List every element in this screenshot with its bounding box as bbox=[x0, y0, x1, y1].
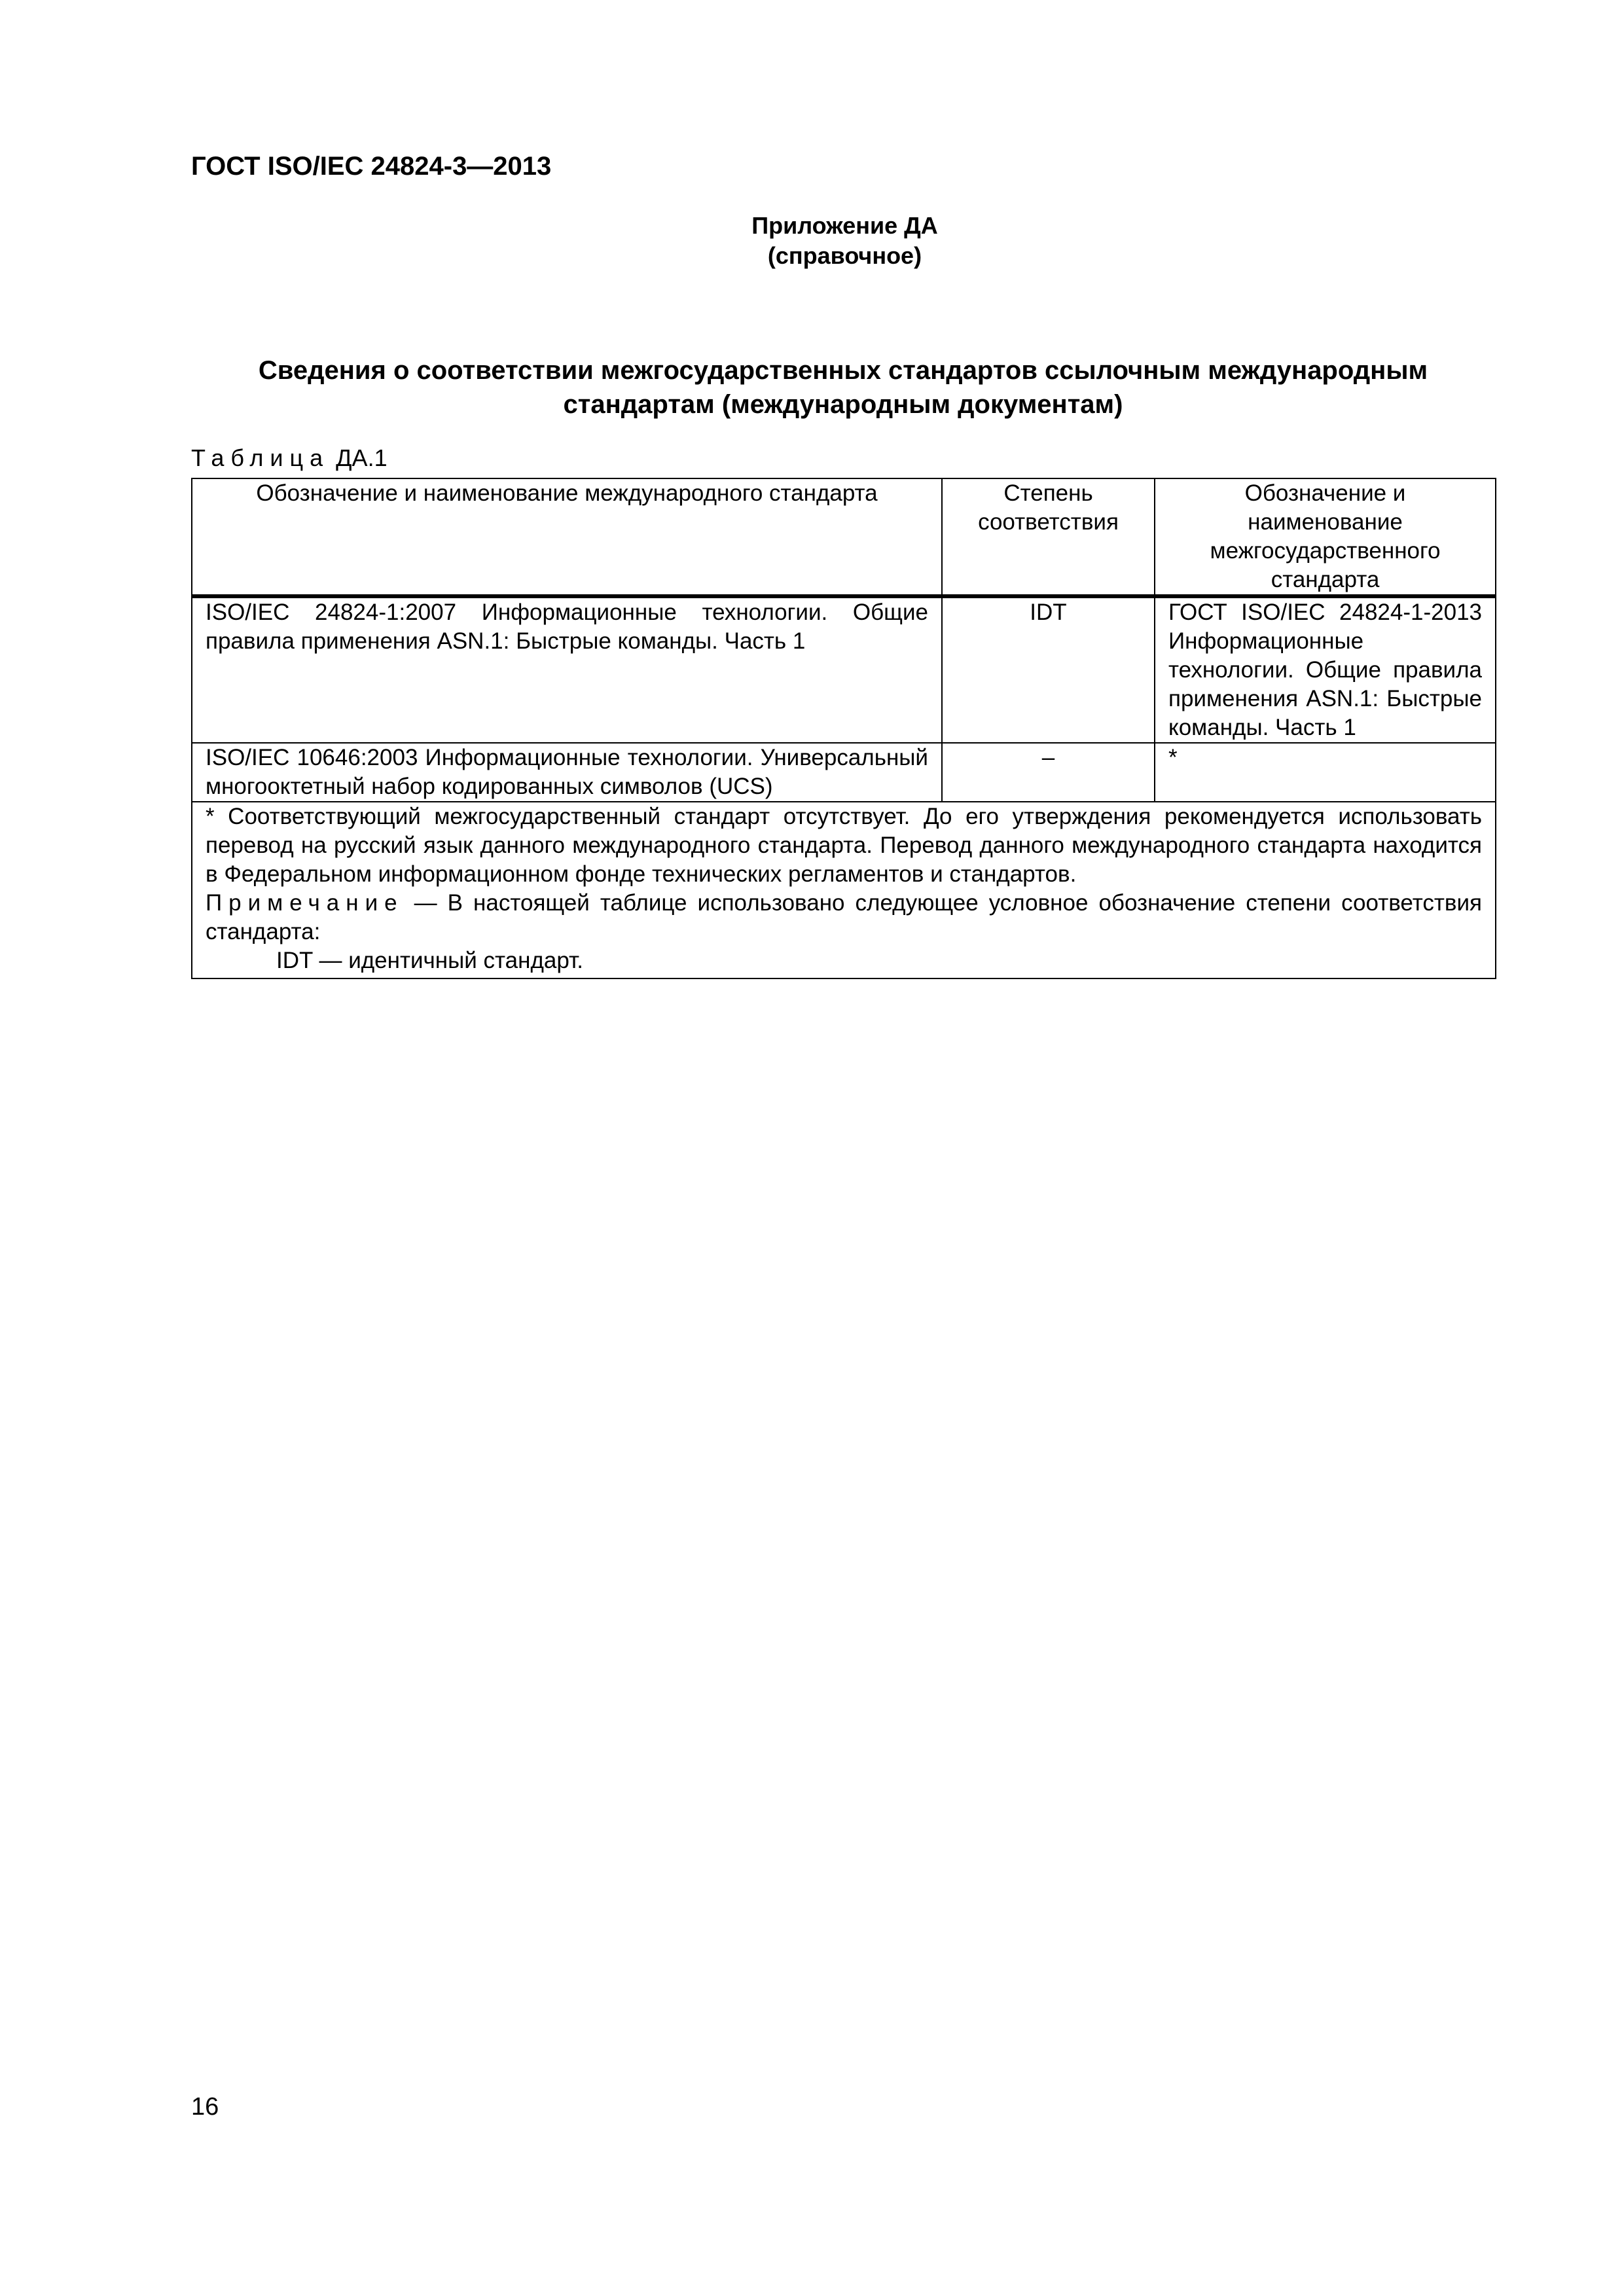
appendix-subtitle: (справочное) bbox=[767, 242, 922, 269]
cell-degree: – bbox=[942, 743, 1155, 802]
appendix-heading bbox=[0, 211, 1624, 271]
section-title: Сведения о соответствии межгосударственных стандартов ссылочным международным стандартам (международным документам) bbox=[258, 356, 1428, 419]
table-caption bbox=[191, 444, 388, 473]
table-notes-row bbox=[192, 802, 1496, 978]
standards-table bbox=[191, 478, 1496, 979]
column-header-interstate: Обозначение и наименование межгосударственного стандарта bbox=[1155, 478, 1496, 596]
cell-international: ISO/IEC 10646:2003 Информационные технологии. Универсальный многооктетный набор кодированных символов (UCS) bbox=[192, 743, 942, 802]
table-row bbox=[192, 743, 1496, 802]
column-header-international: Обозначение и наименование международного стандарта bbox=[192, 478, 942, 596]
cell-degree: IDT bbox=[942, 596, 1155, 743]
document-code: ГОСТ ISO/IEC 24824-3—2013 bbox=[191, 152, 552, 181]
note-text: — В настоящей таблице использовано следующее условное обозначение степени соответствия стандарта: bbox=[206, 890, 1482, 944]
table-caption-word: Таблица bbox=[191, 444, 330, 471]
table-header-row bbox=[192, 478, 1496, 596]
column-header-degree: Степень соответствия bbox=[942, 478, 1155, 596]
page-number: 16 bbox=[191, 2093, 219, 2121]
table-caption-number: ДА.1 bbox=[336, 444, 388, 471]
table-note bbox=[206, 889, 1482, 946]
table-row bbox=[192, 596, 1496, 743]
cell-interstate: * bbox=[1155, 743, 1496, 802]
table-notes bbox=[192, 802, 1496, 978]
note-label: Примечание bbox=[206, 890, 404, 916]
appendix-title: Приложение ДА bbox=[751, 212, 938, 239]
table-footnote: * Соответствующий межгосударственный стандарт отсутствует. До его утверждения рекомендуется использовать перевод на русский язык данного международного стандарта. Перевод данного международного стандарта находится в Федеральном информационном фонде технических регламентов и стандартов. bbox=[206, 804, 1482, 887]
abbreviation-legend: IDT — идентичный стандарт. bbox=[276, 948, 583, 973]
cell-international: ISO/IEC 24824-1:2007 Информационные технологии. Общие правила применения ASN.1: Быстрые команды. Часть 1 bbox=[192, 596, 942, 743]
cell-interstate: ГОСТ ISO/IEC 24824-1-2013 Информационные технологии. Общие правила применения ASN.1: Быстрые команды. Часть 1 bbox=[1155, 596, 1496, 743]
